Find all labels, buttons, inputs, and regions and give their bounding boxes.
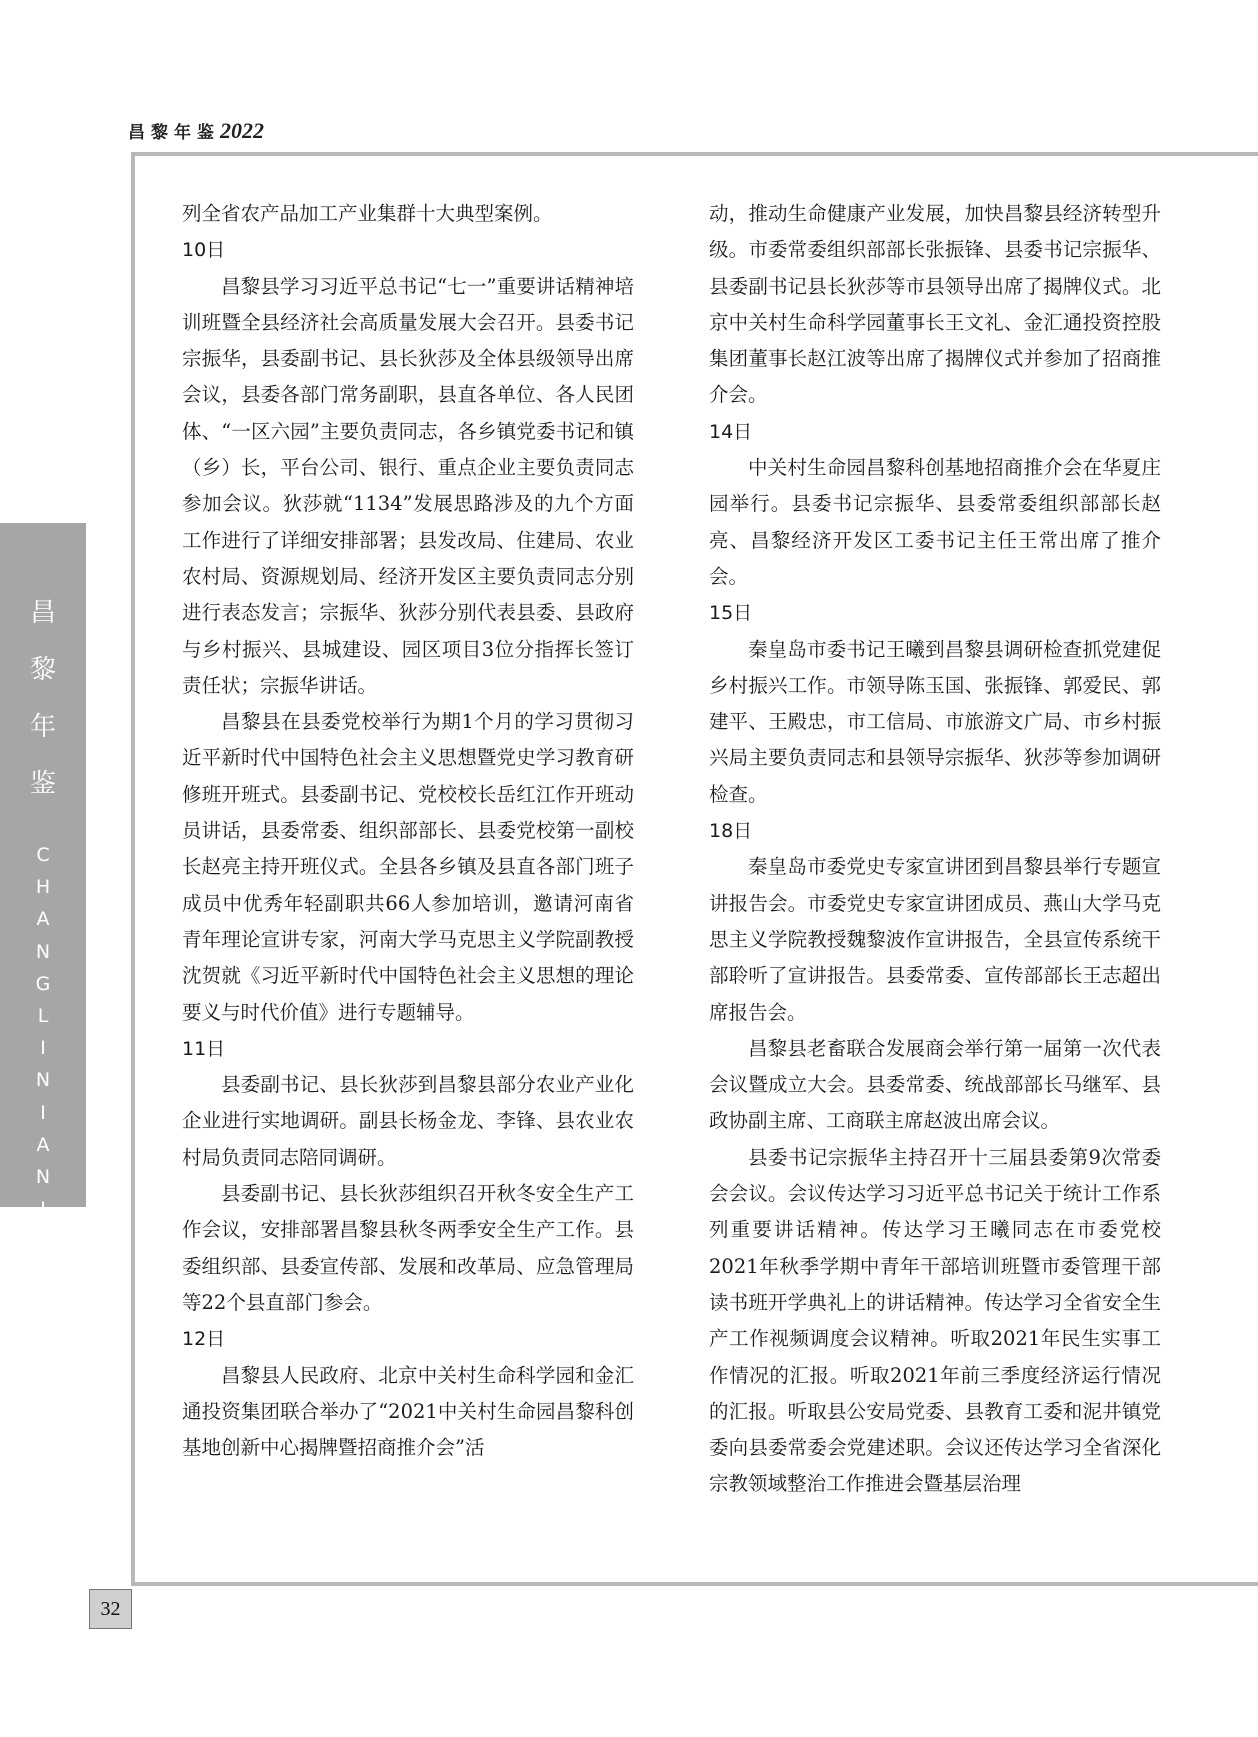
left-column bbox=[182, 196, 634, 1466]
header-year: 2022 bbox=[220, 118, 264, 143]
date-heading: 11日 bbox=[182, 1037, 226, 1060]
paragraph: 县委副书记、县长狄莎组织召开秋冬安全生产工作会议，安排部署昌黎县秋冬两季安全生产工作。县委组织部、县委宣传部、发展和改革局、应急管理局等22个县直部门参会。 bbox=[182, 1182, 634, 1314]
paragraph: 昌黎县在县委党校举行为期1个月的学习贯彻习近平新时代中国特色社会主义思想暨党史学习教育研修班开班式。县委副书记、党校校长岳红江作开班动员讲话，县委常委、组织部部长、县委党校第一副校长赵亮主持开班仪式。全县各乡镇及县直各部门班子成员中优秀年轻副职共66人参加培训，邀请河南省青年理论宣讲专家，河南大学马克思主义学院副教授沈贺就《习近平新时代中国特色社会主义思想的理论要义与时代价值》进行专题辅导。 bbox=[182, 710, 634, 1024]
paragraph: 秦皇岛市委党史专家宣讲团到昌黎县举行专题宣讲报告会。市委党史专家宣讲团成员、燕山大学马克思主义学院教授魏黎波作宣讲报告，全县宣传系统干部聆听了宣讲报告。县委常委、宣传部部长王志超出席报告会。 bbox=[709, 855, 1161, 1024]
paragraph: 县委书记宗振华主持召开十三届县委第9次常委会会议。会议传达学习习近平总书记关于统计工作系列重要讲话精神。传达学习王曦同志在市委党校2021年秋季学期中青年干部培训班暨市委管理干部读书班开学典礼上的讲话精神。传达学习全省安全生产工作视频调度会议精神。听取2021年民生实事工作情况的汇报。听取2021年前三季度经济运行情况的汇报。听取县公安局党委、县教育工委和泥井镇党委向县委常委会党建述职。会议还传达学习全省深化宗教领域整治工作推进会暨基层治理 bbox=[709, 1145, 1161, 1496]
side-letter: I bbox=[40, 1101, 46, 1124]
side-char: 昌 bbox=[29, 598, 56, 628]
side-tab bbox=[0, 523, 86, 1317]
side-letter: A bbox=[36, 908, 50, 931]
page-number: 32 bbox=[89, 1589, 132, 1629]
side-letter: N bbox=[35, 1165, 51, 1188]
side-letter: L bbox=[37, 1004, 49, 1027]
paragraph: 列全省农产品加工产业集群十大典型案例。 bbox=[182, 202, 553, 225]
date-heading: 18日 bbox=[709, 820, 753, 843]
side-letter: J bbox=[40, 1198, 46, 1221]
paragraph: 中关村生命园昌黎科创基地招商推介会在华夏庄园举行。县委书记宗振华、县委常委组织部部长赵亮、昌黎经济开发区工委书记主任王常出席了推介会。 bbox=[709, 456, 1161, 588]
date-heading: 10日 bbox=[182, 239, 226, 262]
paragraph: 动，推动生命健康产业发展，加快昌黎县经济转型升级。市委常委组织部部长张振锋、县委书记宗振华、县委副书记县长狄莎等市县领导出席了揭牌仪式。北京中关村生命科学园董事长王文礼、金汇通投资控股集团董事长赵江波等出席了揭牌仪式并参加了招商推介会。 bbox=[709, 202, 1161, 407]
side-char: 鉴 bbox=[29, 769, 56, 799]
side-letter: I bbox=[40, 1037, 46, 1060]
side-letter: H bbox=[35, 876, 51, 899]
date-heading: 15日 bbox=[709, 602, 753, 625]
side-tab-english bbox=[0, 839, 86, 1322]
date-heading: 14日 bbox=[709, 420, 753, 443]
frame-bottom-rule bbox=[131, 1582, 1258, 1586]
paragraph: 昌黎县老畜联合发展商会举行第一届第一次代表会议暨成立大会。县委常委、统战部部长马继军、县政协副主席、工商联主席赵波出席会议。 bbox=[709, 1036, 1161, 1133]
side-letter: A bbox=[36, 1133, 50, 1156]
side-letter: N bbox=[35, 1069, 51, 1092]
paragraph: 昌黎县学习习近平总书记“七一”重要讲话精神培训班暨全县经济社会高质量发展大会召开。县委书记宗振华，县委副书记、县长狄莎及全体县级领导出席会议，县委各部门常务副职，县直各单位、各人民团体、“一区六园”主要负责同志，各乡镇党委书记和镇（乡）长，平台公司、银行、重点企业主要负责同志参加会议。狄莎就“1134”发展思路涉及的九个方面工作进行了详细安排部署；县发改局、住建局、农业农村局、资源规划局、经济开发区主要负责同志分别进行表态发言；宗振华、狄莎分别代表县委、县政府与乡村振兴、县城建设、园区项目3位分指挥长签订责任状；宗振华讲话。 bbox=[182, 274, 634, 697]
side-letter: A bbox=[36, 1262, 50, 1285]
side-letter: G bbox=[35, 972, 51, 995]
side-letter: C bbox=[36, 844, 50, 866]
header-title: 昌黎年鉴 bbox=[128, 123, 220, 143]
right-column bbox=[709, 196, 1161, 1503]
paragraph: 昌黎县人民政府、北京中关村生命科学园和金汇通投资集团联合举办了“2021中关村生命园昌黎科创基地创新中心揭牌暨招商推介会”活 bbox=[182, 1363, 634, 1460]
side-letter: N bbox=[35, 1294, 51, 1317]
side-tab-chinese bbox=[0, 585, 86, 813]
paragraph: 县委副书记、县长狄莎到昌黎县部分农业产业化企业进行实地调研。副县长杨金龙、李锋、县农业农村局负责同志陪同调研。 bbox=[182, 1073, 634, 1169]
running-header bbox=[128, 118, 264, 144]
date-heading: 12日 bbox=[182, 1328, 226, 1351]
side-letter: N bbox=[35, 940, 51, 963]
frame-top-rule bbox=[131, 152, 1258, 156]
side-char: 年 bbox=[29, 712, 56, 742]
frame-left-rule bbox=[131, 152, 135, 1584]
side-letter: I bbox=[40, 1230, 46, 1253]
paragraph: 秦皇岛市委书记王曦到昌黎县调研检查抓党建促乡村振兴工作。市领导陈玉国、张振锋、郭爱民、郭建平、王殿忠，市工信局、市旅游文广局、市乡村振兴局主要负责同志和县领导宗振华、狄莎等参加调研检查。 bbox=[709, 637, 1161, 806]
side-char: 黎 bbox=[29, 655, 56, 685]
